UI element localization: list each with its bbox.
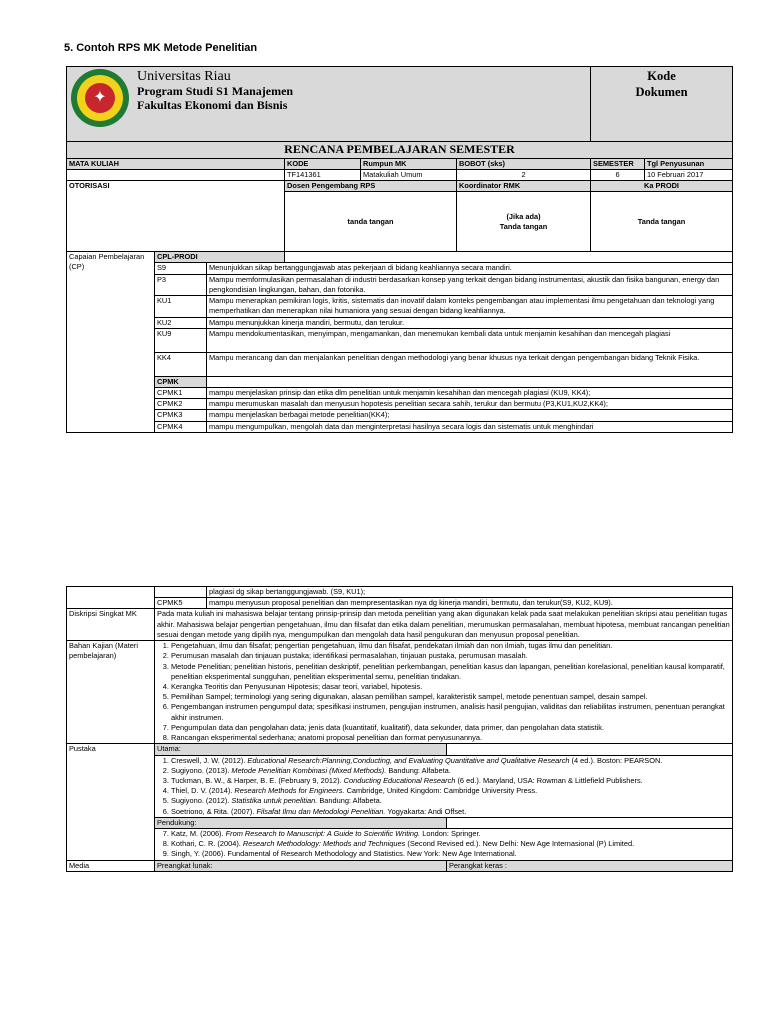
cpl-code: KU2 — [155, 317, 207, 328]
cpl-prodi-header: CPL-PRODI — [155, 252, 285, 263]
list-item: 6. Soetriono, & Rita. (2007). Filsafat Ilmu dan Metodologi Penelitian. Yogyakarta: Andi Offset. — [171, 807, 730, 817]
materials-row — [67, 641, 733, 744]
main-references-list — [157, 756, 730, 817]
cpl-row — [67, 317, 733, 328]
tgl-label: Tgl Penyusunan — [645, 158, 733, 169]
list-item: 9. Singh, Y. (2006). Fundamental of Research Methodology and Statistics. New York: New Age International. — [171, 849, 730, 859]
signature-kaprodi — [591, 192, 733, 252]
cpmk-text: mampu merumuskan masalah dan menyusun hopotesis penelitian secara sahih, terukur dan bermutu (P3,KU1,KU2,KK4); — [207, 399, 733, 410]
cpmk-continuation-row — [67, 587, 733, 598]
cpmk-row — [67, 388, 733, 399]
description-text: Pada mata kuliah ini mahasiswa belajar tentang prinsip-prinsip dan metoda penelitian yang akan digunakan kelak pada saat melakukan penelitian skripsi atau penelitian tugas akhir. Mahasiswa belajar pengertian pengetahuan, ilmu dan filsafat dan etika dalam penelitian, merumuskan permasalahan, membuat hipotesa, membuat rancangan penelitian sesuai dengan metode yang dipilih nya, mengumpulkan dan mengolah data hasil pengukuran dan menyusun proposal penelitian. — [155, 609, 733, 641]
mata-kuliah-value — [67, 169, 285, 180]
list-item: 6. Pengembangan instrumen pengumpul data; spesifikasi instrumen, pengujian instrumen, analisis hasil pengujian, validitas dan reliabilitas instrumen, penentuan perangkat akhir instrumen. — [171, 702, 730, 722]
cpl-text: Mampu menerapkan pemikiran logis, kritis, sistematis dan inovatif dalam konteks pengembangan atau implementasi ilmu pengetahuan dan teknologi yang memperhatikan dan menerapkan nilai humaniora yang sesuai dengan bidang keahliannya. — [207, 296, 733, 317]
signature-dosen — [285, 192, 457, 252]
list-item: 3. Tuckman, B. W., & Harper, B. E. (February 9, 2012). Conducting Educational Research (6 ed.). Maryland, USA: Rowman & Littlefield Publishers. — [171, 776, 730, 786]
support-references-list — [157, 829, 730, 860]
course-values-row — [67, 169, 733, 180]
list-item: 7. Pengumpulan data dan pengolahan data; jenis data (kuantitatif, kualitatif), data sekunder, data primer, dan pengolahan data statistik. — [171, 723, 730, 733]
section-heading: 5. Contoh RPS MK Metode Penelitian — [64, 42, 258, 54]
cpmk-code: CPMK4 — [155, 421, 207, 432]
cpmk-row — [67, 598, 733, 609]
cpmk-row — [67, 399, 733, 410]
cpmk-code: CPMK2 — [155, 399, 207, 410]
cpmk4-continuation: plagiasi dg sikap bertanggungjawab. (S9, KU1); — [207, 587, 733, 598]
bobot-label: BOBOT (sks) — [457, 158, 591, 169]
cpl-text: Mampu merancang dan dan menjalankan penelitian dengan methodologi yang benar khusus nya terkait dengan pengembangan bidang Teknik Fisika. — [207, 352, 733, 376]
signature-kaprodi-text: Tanda tangan — [637, 216, 686, 226]
list-item: 7. Katz, M. (2006). From Research to Manuscript: A Guide to Scientific Writing. London: Springer. — [171, 829, 730, 839]
header-row — [67, 67, 733, 142]
document-title: RENCANA PEMBELAJARAN SEMESTER — [67, 142, 733, 159]
cpmk-code: CPMK3 — [155, 410, 207, 421]
signature-dosen-text: tanda tangan — [347, 216, 394, 226]
references-row — [67, 744, 733, 755]
signature-note: (Jika ada) — [506, 211, 541, 221]
semester-value: 6 — [591, 169, 645, 180]
university-name: Universitas Riau — [137, 69, 231, 84]
cpl-code: KU9 — [155, 328, 207, 352]
cpl-code: P3 — [155, 274, 207, 295]
list-item: 5. Sugiyono. (2012). Statistika untuk penelitian. Bandung: Alfabeta. — [171, 796, 730, 806]
cpl-row — [67, 263, 733, 274]
cpl-code: KK4 — [155, 352, 207, 376]
cpl-row — [67, 274, 733, 295]
cpl-text: Mampu memformulasikan permasalahan di industri berdasarkan konsep yang terkait dengan bidang instrumentasi, akustik dan fisika bangunan, energy dan pengkondisian lingkungan, bahan, dan fotonika. — [207, 274, 733, 295]
list-item: 2. Perumusan masalah dan tinjauan pustaka; identifikasi permasalahan, tinjauan pustaka, perumusan masalah. — [171, 651, 730, 661]
cpmk-row — [67, 421, 733, 432]
cpmk-header: CPMK — [155, 376, 207, 387]
cpl-row — [67, 296, 733, 317]
cpmk-text: mampu menjelaskan berbagai metode penelitian(KK4); — [207, 410, 733, 421]
dosen-pengembang-label: Dosen Pengembang RPS — [285, 181, 457, 192]
cpl-code: S9 — [155, 263, 207, 274]
materials-list — [157, 641, 730, 743]
cpmk-text: mampu menyusun proposal penelitian dan mempresentasikan nya dg kinerja mandiri, bermutu, dan terukur(S9, KU2, KU9). — [207, 598, 733, 609]
description-label: Diskripsi Singkat MK — [67, 609, 155, 641]
institution-cell — [67, 67, 591, 142]
rumpun-label: Rumpun MK — [361, 158, 457, 169]
rps-table-page-2 — [66, 586, 733, 872]
universitas-riau-logo-icon: ✦ — [71, 69, 129, 127]
otorisasi-label: OTORISASI — [67, 181, 285, 252]
rumpun-value: Matakuliah Umum — [361, 169, 457, 180]
software-label: Preangkat lunak: — [155, 860, 447, 871]
program-name: Program Studi S1 Manajemen — [137, 84, 294, 99]
cpl-text: Mampu menunjukkan kinerja mandiri, bermutu, dan terukur. — [207, 317, 733, 328]
semester-label: SEMESTER — [591, 158, 645, 169]
references-label: Pustaka — [67, 744, 155, 860]
list-item: 3. Metode Penelitian; penelitian historis, penelitian deskriptif, penelitian perkembangan, penelitian kasus dan lapangan, penelitian korelasional, penelitian kausal komparatif, penelitian eksperimental sungguhan, penelitian eksperimental semu, penelitian tindakan. — [171, 662, 730, 682]
list-item: 8. Rancangan eksperimental sederhana; anatomi proposal penelitian dan format penyusunannya. — [171, 733, 730, 743]
cpmk-text: mampu menjelaskan prinsip dan etika dlm penelitian untuk menjamin kesahihan dan mencegah plagiasi (KU9, KK4); — [207, 388, 733, 399]
support-references-label: Pendukung: — [155, 817, 447, 828]
main-references-label: Utama: — [155, 744, 447, 755]
faculty-name: Fakultas Ekonomi dan Bisnis — [137, 97, 288, 112]
description-row — [67, 609, 733, 641]
signature-koordinator-text: Tanda tangan — [499, 221, 548, 231]
koordinator-label: Koordinator RMK — [457, 181, 591, 192]
kode-label: KODE — [285, 158, 361, 169]
list-item: 2. Sugiyono. (2013). Metode Penelitian Kombinasi (Mixed Methods). Bandung: Alfabeta. — [171, 766, 730, 776]
cpl-row — [67, 352, 733, 376]
cpl-text: Mampu mendokumentasikan, menyimpan, mengamankan, dan menemukan kembali data untuk menjamin kesahihan dan mencegah plagiasi — [207, 328, 733, 352]
cpmk-row — [67, 410, 733, 421]
kaprodi-label: Ka PRODI — [591, 181, 733, 192]
kode-value: TF141361 — [285, 169, 361, 180]
list-item: 4. Kerangka Teoritis dan Penyusunan Hipotesis; dasar teori, variabel, hipotesis. — [171, 682, 730, 692]
signature-koordinator — [457, 192, 591, 252]
mata-kuliah-label: MATA KULIAH — [67, 158, 285, 169]
doc-code-cell: Kode Dokumen — [591, 67, 733, 142]
course-labels-row — [67, 158, 733, 169]
hardware-label: Perangkat keras : — [447, 860, 733, 871]
cpmk-code: CPMK5 — [155, 598, 207, 609]
cpmk-text: mampu mengumpulkan, mengolah data dan menginterpretasi hasilnya secara logis dan sistematis untuk menghindari — [207, 421, 733, 432]
list-item: 1. Pengetahuan, ilmu dan filsafat; pengertian pengetahuan, ilmu dan filsafat, pendekatan ilmiah dan non ilmiah, tugas ilmu dan penelitian. — [171, 641, 730, 651]
tgl-value: 10 Februari 2017 — [645, 169, 733, 180]
list-item: 4. Thiel, D. V. (2014). Research Methods for Engineers. Cambridge, United Kingdom: Cambridge University Press. — [171, 786, 730, 796]
cpl-text: Menunjukkan sikap bertanggungjawab atas pekerjaan di bidang keahliannya secara mandiri. — [207, 263, 733, 274]
list-item: 8. Kothari, C. R. (2004). Research Methodology: Methods and Techniques (Second Revised ed.). New Delhi: New Age Internasional (P) Limited. — [171, 839, 730, 849]
list-item: 1. Creswell, J. W. (2012). Educational Research:Planning,Conducting, and Evaluating Quantitative and Qualitative Research (4 ed.). Boston: PEARSON. — [171, 756, 730, 766]
cpl-code: KU1 — [155, 296, 207, 317]
rps-table-page-1 — [66, 66, 733, 433]
list-item: 5. Pemilihan Sampel; terminologi yang sering digunakan, alasan pemilihan sampel, karakteristik sampel, metode penentuan sampel, desain sampel. — [171, 692, 730, 702]
media-label: Media — [67, 860, 155, 871]
bobot-value: 2 — [457, 169, 591, 180]
materials-label: Bahan Kajian (Materi pembelajaran) — [67, 641, 155, 744]
cpl-row — [67, 328, 733, 352]
media-row — [67, 860, 733, 871]
cp-label: Capaian Pembelajaran (CP) — [67, 252, 155, 433]
cpmk-code: CPMK1 — [155, 388, 207, 399]
